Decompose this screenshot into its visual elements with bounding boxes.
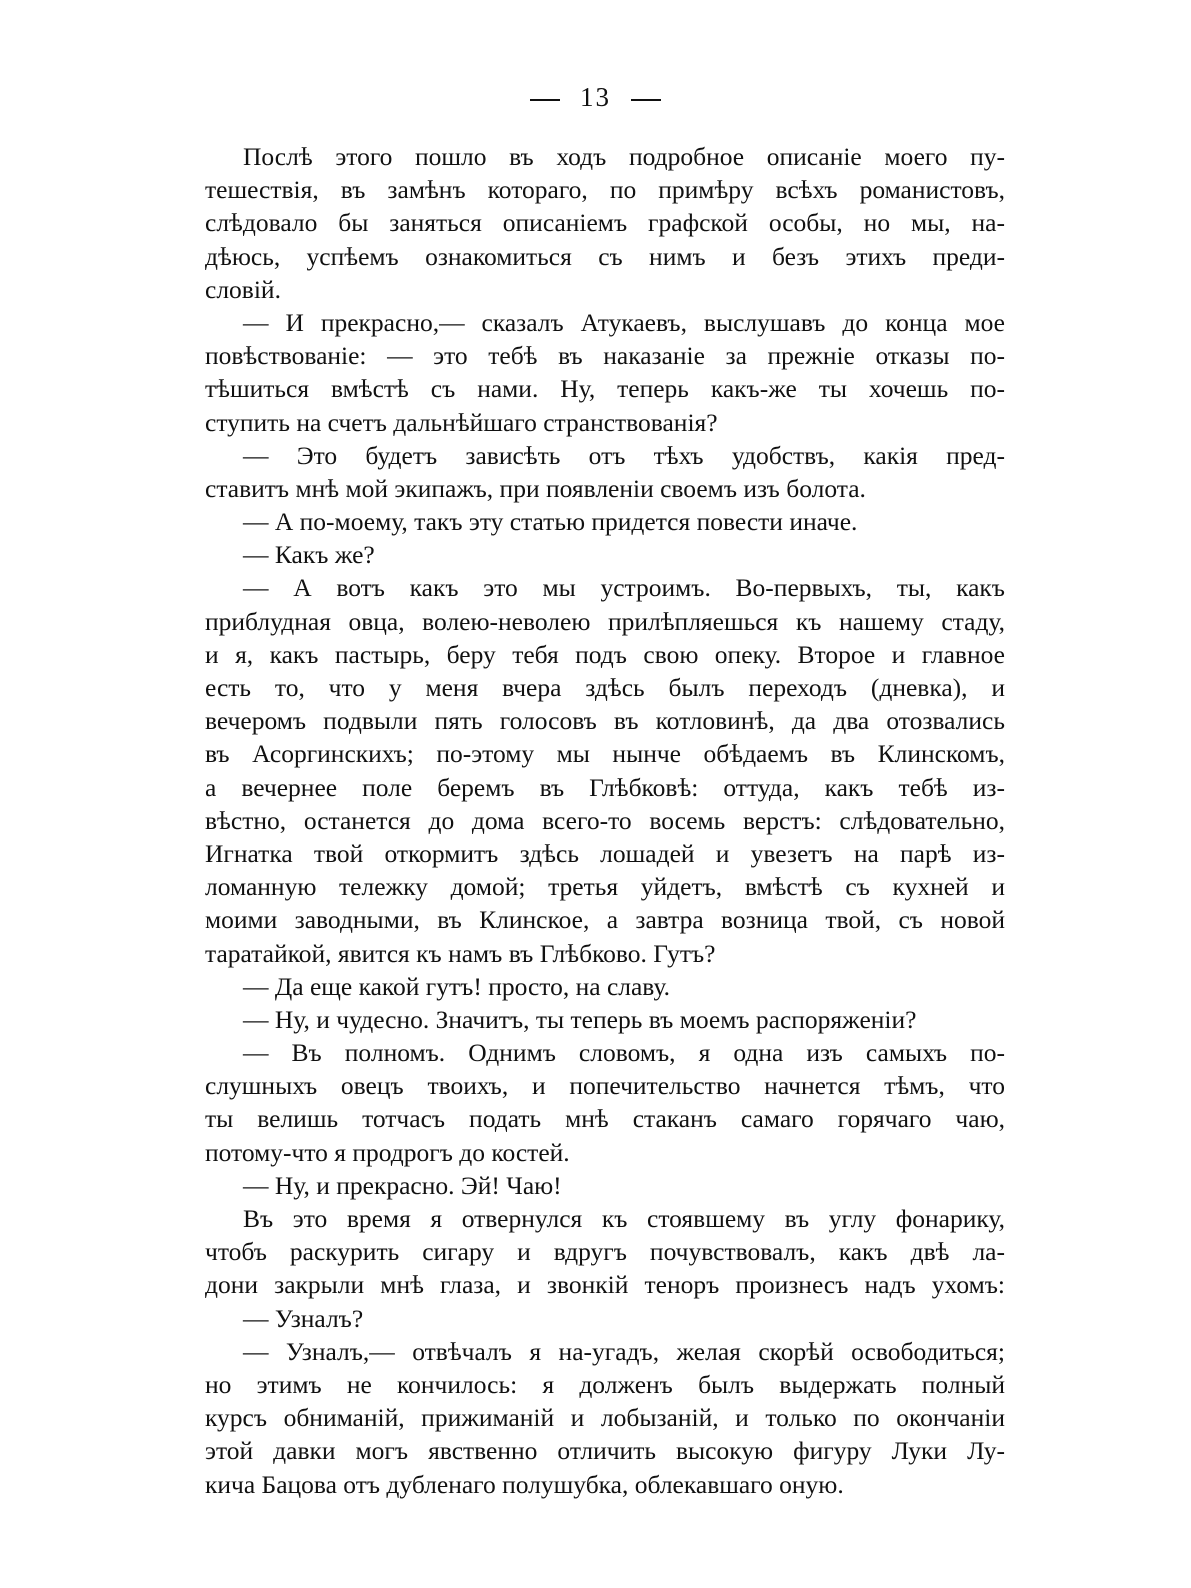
text-line: — Ну, и чудесно. Значитъ, ты теперь въ моемъ распоряженіи? [243, 1004, 917, 1034]
text-line: ступить на счетъ дальнѣйшаго странствованія? [205, 407, 718, 437]
text-line: — Да еще какой гутъ! просто, на славу. [243, 971, 671, 1001]
text-line: и я, какъ пастырь, беру тебя подъ свою опеку. Второе и главное [205, 639, 1005, 669]
text-line: — Узналъ,— отвѣчалъ я на-угадъ, желая скорѣй освободиться; [243, 1336, 1005, 1366]
text-line: ставитъ мнѣ мой экипажъ, при появленіи своемъ изъ болота. [205, 473, 866, 503]
text-line: кича Бацова отъ дубленаго полушубка, облекавшаго оную. [205, 1469, 844, 1499]
text-line: ломанную тележку домой; третья уйдетъ, вмѣстѣ съ кухней и [205, 872, 1005, 902]
text-line: — А по-моему, такъ эту статью придется повести иначе. [243, 507, 858, 537]
text-line: потому-что я продрогъ до костей. [205, 1137, 570, 1167]
text-line: Въ это время я отвернулся къ стоявшему въ углу фонарику, [243, 1204, 1005, 1233]
text-line: вечеромъ подвыли пять голосовъ въ котловинѣ, да два отозвались [205, 706, 1005, 736]
header-dash-right [631, 99, 661, 101]
text-line: вѣстно, останется до дома всего-то восемь верстъ: слѣдовательно, [205, 805, 1005, 835]
text-line: — Это будетъ зависѣть отъ тѣхъ удобствъ, какія пред- [243, 440, 1005, 470]
text-line: этой давки могъ явственно отличить высокую фигуру Луки Лу- [205, 1436, 1005, 1466]
text-line: въ Асоргинскихъ; по-этому мы нынче обѣдаемъ въ Клинскомъ, [205, 739, 1005, 769]
text-line: ты велишь тотчасъ подать мнѣ стаканъ самаго горячаго чаю, [205, 1104, 1005, 1134]
text-line: тѣшиться вмѣстѣ съ нами. Ну, теперь какъ-же ты хочешь по- [205, 374, 1005, 404]
text-line: — И прекрасно,— сказалъ Атукаевъ, выслушавъ до конца мое [243, 307, 1005, 337]
page-number: 13 [580, 82, 611, 112]
text-line: — Узналъ? [243, 1303, 364, 1333]
text-line: тешествія, въ замѣнъ котораго, по примѣру всѣхъ романистовъ, [205, 175, 1005, 205]
text-line: Послѣ этого пошло въ ходъ подробное описаніе моего пу- [243, 142, 1005, 171]
header-dash-left [530, 99, 560, 101]
text-line: повѣствованіе: — это тебѣ въ наказаніе за прежніе отказы по- [205, 341, 1005, 371]
text-line: но этимъ не кончилось: я долженъ былъ выдержать полный [205, 1369, 1005, 1399]
text-line: дони закрыли мнѣ глаза, и звонкій теноръ произнесъ надъ ухомъ: [205, 1270, 1005, 1300]
text-line: моими заводными, въ Клинское, а завтра возница твой, съ новой [205, 905, 1005, 935]
text-line: а вечернее поле беремъ въ Глѣбковѣ: оттуда, какъ тебѣ из- [205, 772, 1005, 802]
text-line: приблудная овца, волею-неволею прилѣпляешься къ нашему стаду, [205, 606, 1005, 636]
text-line: — А вотъ какъ это мы устроимъ. Во-первыхъ, ты, какъ [243, 573, 1005, 603]
text-line: дѣюсь, успѣемъ ознакомиться съ нимъ и безъ этихъ преди- [205, 241, 1005, 271]
text-line: чтобъ раскурить сигару и вдругъ почувствовалъ, какъ двѣ ла- [205, 1237, 1005, 1267]
text-line: таратайкой, явится къ намъ въ Глѣбково. Гутъ? [205, 938, 716, 968]
text-line: курсъ обниманій, прижиманій и лобызаній, и только по окончаніи [205, 1403, 1005, 1433]
text-line: есть то, что у меня вчера здѣсь былъ переходъ (дневка), и [205, 673, 1005, 702]
text-line: слѣдовало бы заняться описаніемъ графской особы, но мы, на- [205, 208, 1005, 238]
text-line: словій. [205, 274, 281, 304]
text-line: — Какъ же? [243, 540, 375, 570]
body-text [205, 140, 1005, 1501]
text-line: слушныхъ овецъ твоихъ, и попечительство начнется тѣмъ, что [205, 1071, 1005, 1101]
text-line: — Ну, и прекрасно. Эй! Чаю! [243, 1170, 562, 1200]
page-header [0, 82, 1191, 113]
text-line: Игнатка твой откормитъ здѣсь лошадей и увезетъ на парѣ из- [205, 838, 1005, 868]
text-line: — Въ полномъ. Однимъ словомъ, я одна изъ самыхъ по- [243, 1038, 1005, 1068]
